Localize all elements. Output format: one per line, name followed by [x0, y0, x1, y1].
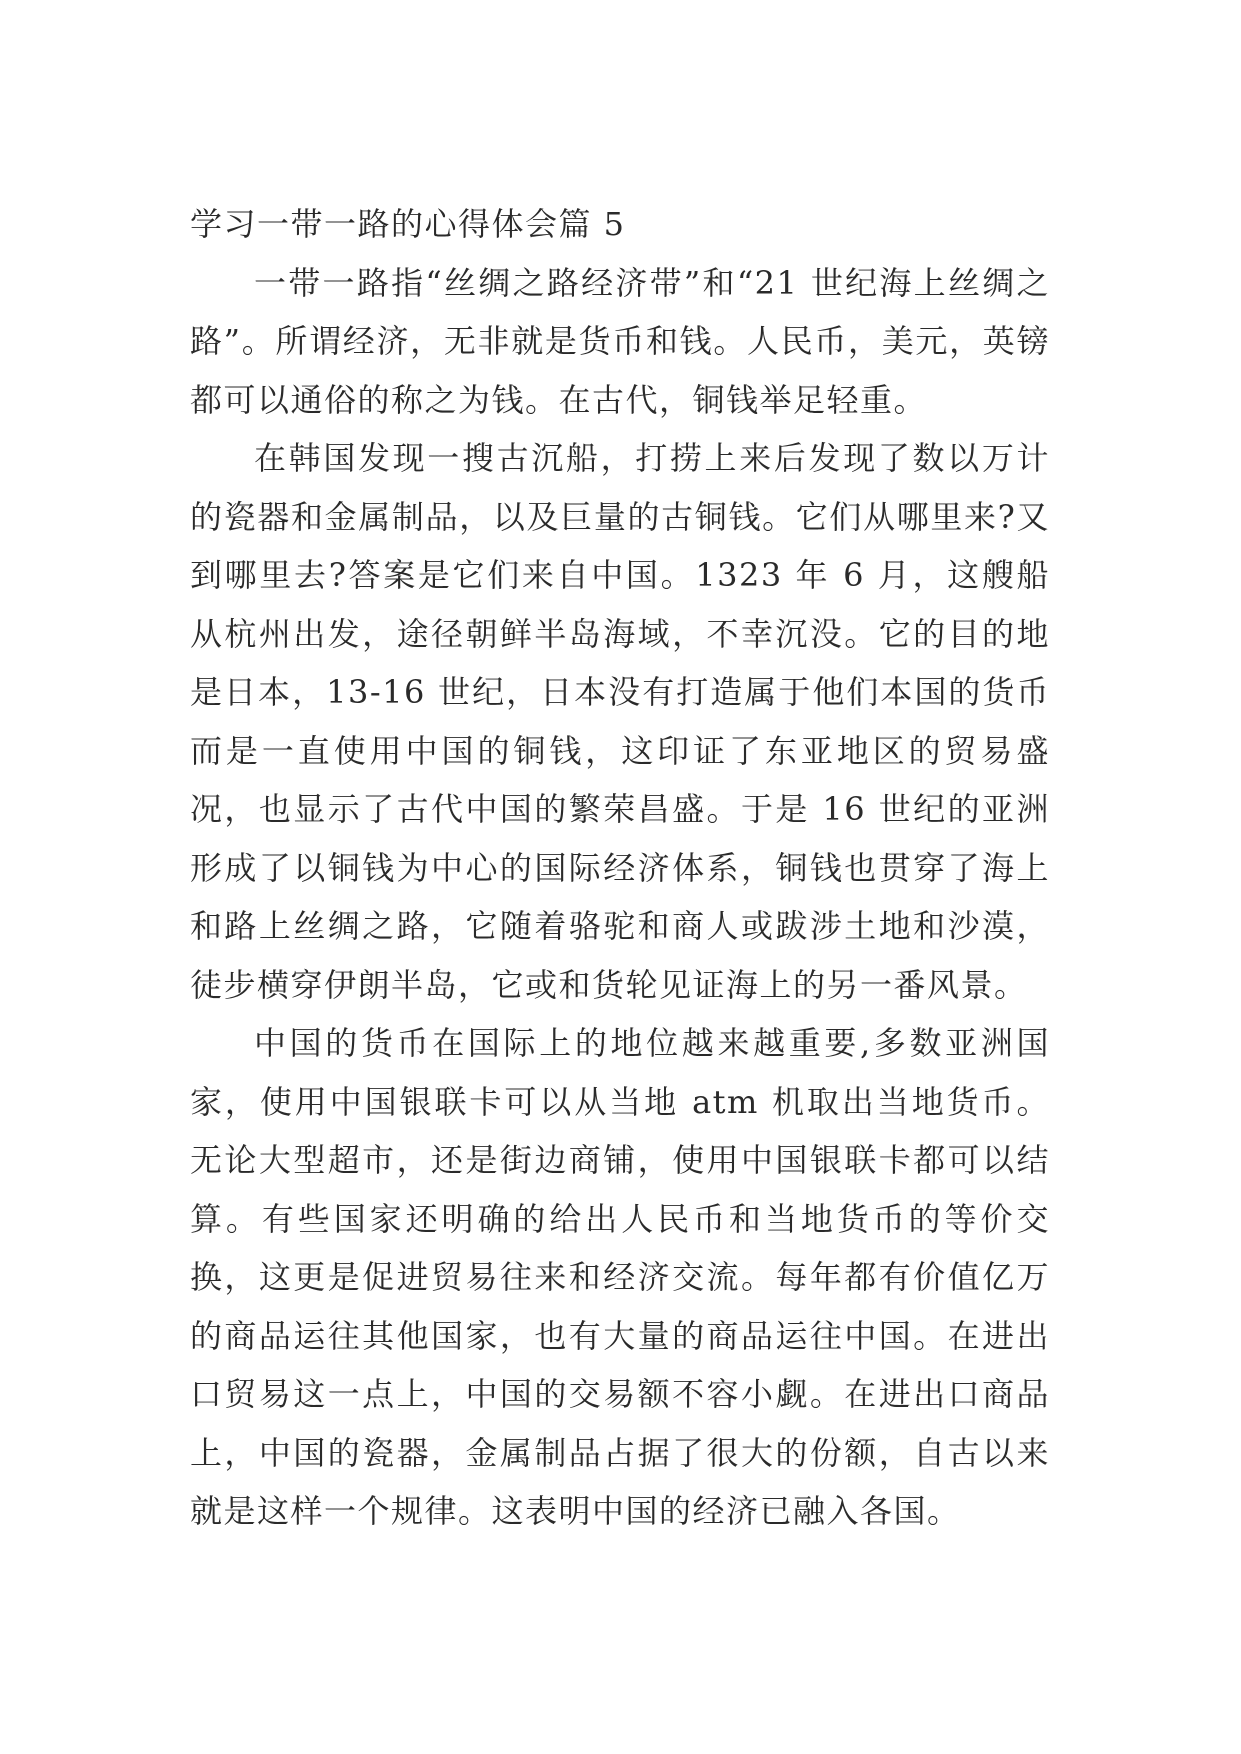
document-title: 学习一带一路的心得体会篇 5	[190, 205, 626, 243]
paragraph-1: 一带一路指“丝绸之路经济带”和“21 世纪海上丝绸之路”。所谓经济，无非就是货币和钱。人民币，美元，英镑都可以通俗的称之为钱。在古代，铜钱举足轻重。	[190, 263, 1050, 419]
paragraph-2: 在韩国发现一搜古沉船，打捞上来后发现了数以万计的瓷器和金属制品，以及巨量的古铜钱。它们从哪里来?又到哪里去?答案是它们来自中国。1323 年 6 月，这艘船从杭州出发，途径朝鲜半岛海域，不幸沉没。它的目的地是日本，13-16 世纪，日本没有打造属于他们本国的货币而是一直使用中国的铜钱，这印证了东亚地区的贸易盛况，也显示了古代中国的繁荣昌盛。于是 16 世纪的亚洲形成了以铜钱为中心的国际经济体系，铜钱也贯穿了海上和路上丝绸之路，它随着骆驼和商人或跋涉土地和沙漠，徒步横穿伊朗半岛，它或和货轮见证海上的另一番风景。	[190, 439, 1050, 1004]
paragraph-3: 中国的货币在国际上的地位越来越重要,多数亚洲国家，使用中国银联卡可以从当地 atm 机取出当地货币。无论大型超市，还是街边商铺，使用中国银联卡都可以结算。有些国家还明确的给出人民币和当地货币的等价交换，这更是促进贸易往来和经济交流。每年都有价值亿万的商品运往其他国家，也有大量的商品运往中国。在进出口贸易这一点上，中国的交易额不容小觑。在进出口商品上，中国的瓷器，金属制品占据了很大的份额，自古以来就是这样一个规律。这表明中国的经济已融入各国。	[190, 1024, 1050, 1530]
document-body	[190, 195, 1050, 1541]
